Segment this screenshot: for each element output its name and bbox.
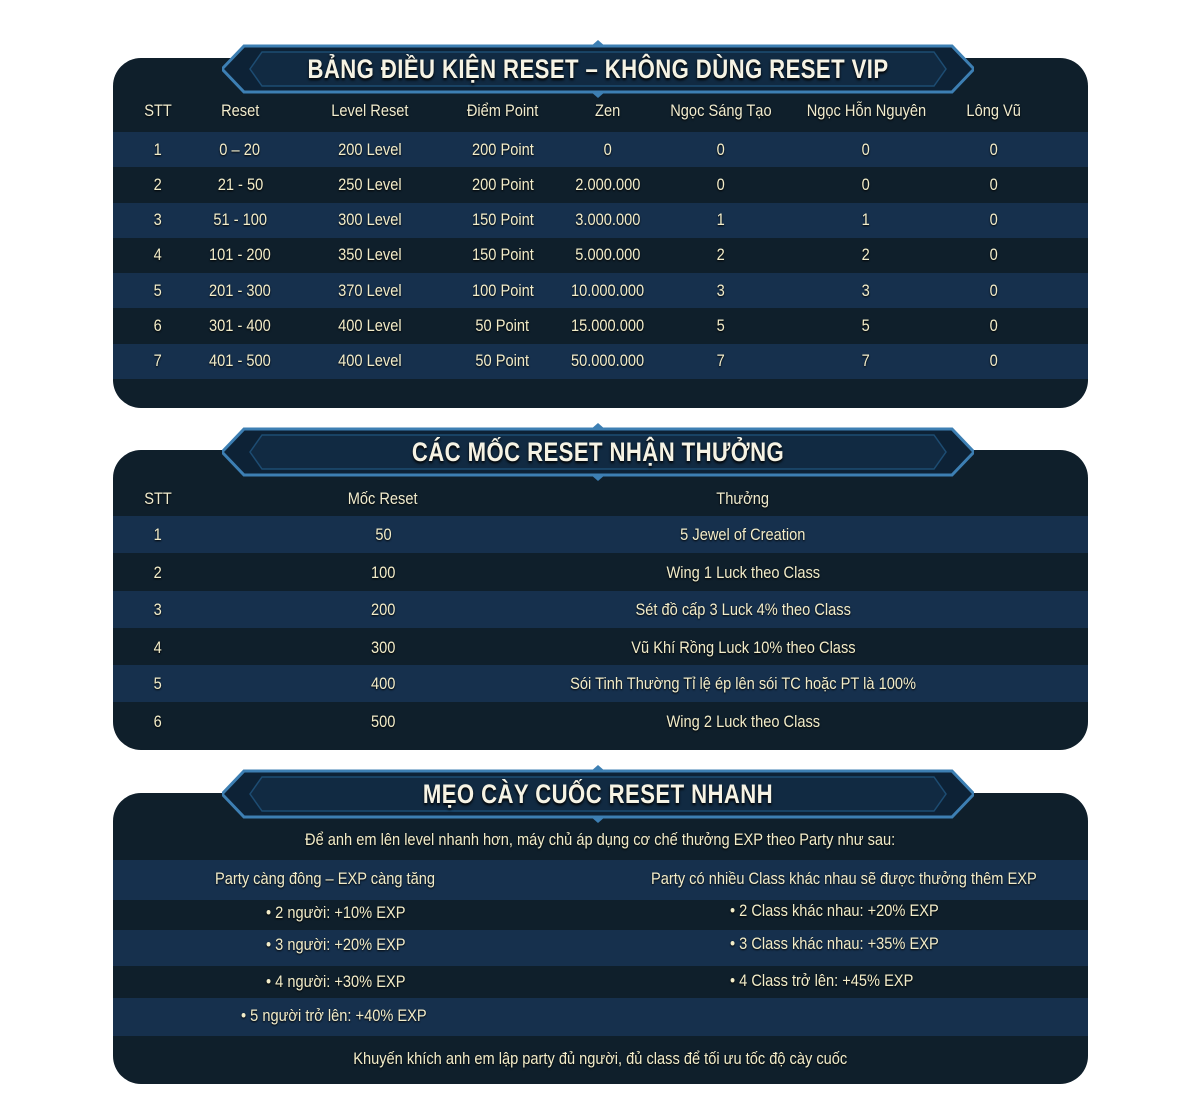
header-diem-point: Điểm Point <box>466 101 539 120</box>
header-long-vu: Lông Vũ <box>966 101 1022 120</box>
cell-ngoc-hon-nguyen: 1 <box>861 210 871 230</box>
cell-zen: 3.000.000 <box>574 210 641 230</box>
cell-thuong: Sét đồ cấp 3 Luck 4% theo Class <box>635 599 851 619</box>
header-thuong: Thưởng <box>716 489 770 508</box>
rewards-table-row <box>113 591 1088 628</box>
cell-thuong: Wing 2 Luck theo Class <box>666 711 820 731</box>
cell-stt: 6 <box>153 711 163 731</box>
cell-zen: 10.000.000 <box>570 280 645 300</box>
cell-thuong: Sói Tinh Thường Tỉ lệ ép lên sói TC hoặc PT là 100% <box>570 673 916 693</box>
tips-left-item: • 3 người: +20% EXP <box>266 935 406 954</box>
tips-title: MẸO CÀY CUỐC RESET NHANH <box>422 779 774 809</box>
cell-stt: 1 <box>153 139 163 159</box>
cell-reset: 401 - 500 <box>209 351 271 371</box>
tips-footer: Khuyến khích anh em lập party đủ người, đủ class để tối ưu tốc độ cày cuốc <box>353 1049 848 1068</box>
cell-stt: 2 <box>153 174 163 194</box>
cell-moc-reset: 400 <box>370 673 396 693</box>
cell-ngoc-hon-nguyen: 7 <box>861 351 871 371</box>
cell-zen: 2.000.000 <box>574 174 641 194</box>
cell-thuong: Vũ Khí Rồng Luck 10% theo Class <box>630 637 856 657</box>
tips-right-heading: Party có nhiều Class khác nhau sẽ được thưởng thêm EXP <box>651 869 1037 888</box>
cell-zen: 5.000.000 <box>574 245 641 265</box>
cell-level-reset: 350 Level <box>338 245 402 265</box>
header-level-reset: Level Reset <box>331 101 409 120</box>
header-stt: STT <box>144 101 172 120</box>
tips-left-item: • 4 người: +30% EXP <box>266 972 406 991</box>
rewards-table-header-row <box>113 484 1088 514</box>
cell-thuong: Wing 1 Luck theo Class <box>666 562 820 582</box>
tips-left-item: • 2 người: +10% EXP <box>266 903 406 922</box>
cell-stt: 4 <box>153 245 163 265</box>
cell-ngoc-hon-nguyen: 0 <box>861 174 871 194</box>
cell-moc-reset: 100 <box>370 562 396 582</box>
reset-conditions-banner <box>222 40 974 98</box>
header-stt: STT <box>144 489 172 508</box>
cell-ngoc-sang-tao: 7 <box>716 351 726 371</box>
rewards-table-row <box>113 554 1088 591</box>
cell-reset: 201 - 300 <box>209 280 271 300</box>
cell-long-vu: 0 <box>989 139 999 159</box>
cell-stt: 1 <box>153 524 163 544</box>
cell-moc-reset: 500 <box>370 711 396 731</box>
cell-reset: 51 - 100 <box>213 210 267 230</box>
tips-intro: Để anh em lên level nhanh hơn, máy chủ áp dụng cơ chế thưởng EXP theo Party như sau: <box>305 830 896 849</box>
reset-table-row <box>113 273 1088 308</box>
cell-moc-reset: 50 <box>374 524 392 544</box>
header-ngoc-sang-tao: Ngọc Sáng Tạo <box>670 101 772 120</box>
header-zen: Zen <box>594 101 621 120</box>
cell-zen: 15.000.000 <box>570 316 645 335</box>
cell-ngoc-hon-nguyen: 3 <box>861 280 871 300</box>
reset-rewards-panel <box>113 450 1088 750</box>
cell-thuong: 5 Jewel of Creation <box>680 524 806 544</box>
cell-diem-point: 50 Point <box>475 351 530 371</box>
reset-table-header-row <box>113 94 1088 128</box>
rewards-table-row <box>113 629 1088 666</box>
cell-ngoc-sang-tao: 0 <box>716 174 726 194</box>
cell-ngoc-sang-tao: 2 <box>716 245 726 265</box>
cell-diem-point: 150 Point <box>471 245 534 265</box>
reset-tips-panel <box>113 793 1088 1084</box>
cell-diem-point: 100 Point <box>471 280 534 300</box>
rewards-table-title: CÁC MỐC RESET NHẬN THƯỞNG <box>411 437 785 467</box>
cell-level-reset: 300 Level <box>338 210 402 230</box>
cell-level-reset: 250 Level <box>338 174 402 194</box>
cell-diem-point: 200 Point <box>471 174 534 194</box>
cell-level-reset: 370 Level <box>338 280 402 300</box>
cell-stt: 3 <box>153 599 163 619</box>
cell-ngoc-hon-nguyen: 5 <box>861 316 871 335</box>
reset-table-row <box>113 344 1088 379</box>
reset-conditions-panel <box>113 58 1088 408</box>
cell-diem-point: 50 Point <box>475 316 530 335</box>
cell-level-reset: 400 Level <box>338 316 402 335</box>
cell-long-vu: 0 <box>989 351 999 371</box>
reset-table-row <box>113 238 1088 273</box>
cell-long-vu: 0 <box>989 174 999 194</box>
cell-moc-reset: 200 <box>370 599 396 619</box>
cell-stt: 6 <box>153 316 163 335</box>
reset-table-title: BẢNG ĐIỀU KIỆN RESET – KHÔNG DÙNG RESET VIP <box>307 54 889 84</box>
reset-table-row <box>113 309 1088 344</box>
cell-zen: 50.000.000 <box>570 351 645 371</box>
cell-long-vu: 0 <box>989 210 999 230</box>
cell-zen: 0 <box>603 139 612 159</box>
cell-level-reset: 400 Level <box>338 351 402 371</box>
cell-stt: 5 <box>153 280 163 300</box>
cell-ngoc-sang-tao: 1 <box>716 210 726 230</box>
tips-right-item: • 3 Class khác nhau: +35% EXP <box>730 934 939 953</box>
cell-moc-reset: 300 <box>370 637 396 657</box>
cell-reset: 101 - 200 <box>209 245 271 265</box>
reset-rewards-banner <box>222 423 974 481</box>
cell-diem-point: 150 Point <box>471 210 534 230</box>
cell-level-reset: 200 Level <box>338 139 402 159</box>
reset-table-row <box>113 167 1088 202</box>
reset-tips-banner <box>222 765 974 823</box>
cell-ngoc-hon-nguyen: 2 <box>861 245 871 265</box>
cell-reset: 21 - 50 <box>217 174 263 194</box>
cell-ngoc-sang-tao: 3 <box>716 280 726 300</box>
cell-diem-point: 200 Point <box>471 139 534 159</box>
rewards-table-row <box>113 665 1088 702</box>
cell-reset: 301 - 400 <box>209 316 271 335</box>
rewards-table-row <box>113 516 1088 553</box>
tips-right-item: • 4 Class trở lên: +45% EXP <box>730 971 914 990</box>
cell-ngoc-sang-tao: 5 <box>716 316 726 335</box>
cell-stt: 2 <box>153 562 163 582</box>
tips-right-item: • 2 Class khác nhau: +20% EXP <box>730 901 939 920</box>
header-ngoc-hon-nguyen: Ngọc Hỗn Nguyên <box>806 101 926 120</box>
tips-left-heading: Party càng đông – EXP càng tăng <box>215 869 436 888</box>
cell-stt: 4 <box>153 637 163 657</box>
cell-stt: 3 <box>153 210 163 230</box>
rewards-table-row <box>113 703 1088 740</box>
cell-stt: 7 <box>153 351 163 371</box>
reset-table-row <box>113 132 1088 167</box>
cell-long-vu: 0 <box>989 280 999 300</box>
cell-long-vu: 0 <box>989 316 999 335</box>
header-moc-reset: Mốc Reset <box>348 489 418 508</box>
cell-long-vu: 0 <box>989 245 999 265</box>
reset-table-row <box>113 203 1088 238</box>
cell-reset: 0 – 20 <box>219 139 261 159</box>
cell-ngoc-sang-tao: 0 <box>716 139 726 159</box>
cell-stt: 5 <box>153 673 163 693</box>
cell-ngoc-hon-nguyen: 0 <box>861 139 871 159</box>
header-reset: Reset <box>220 101 260 120</box>
tips-left-item: • 5 người trở lên: +40% EXP <box>241 1006 427 1025</box>
